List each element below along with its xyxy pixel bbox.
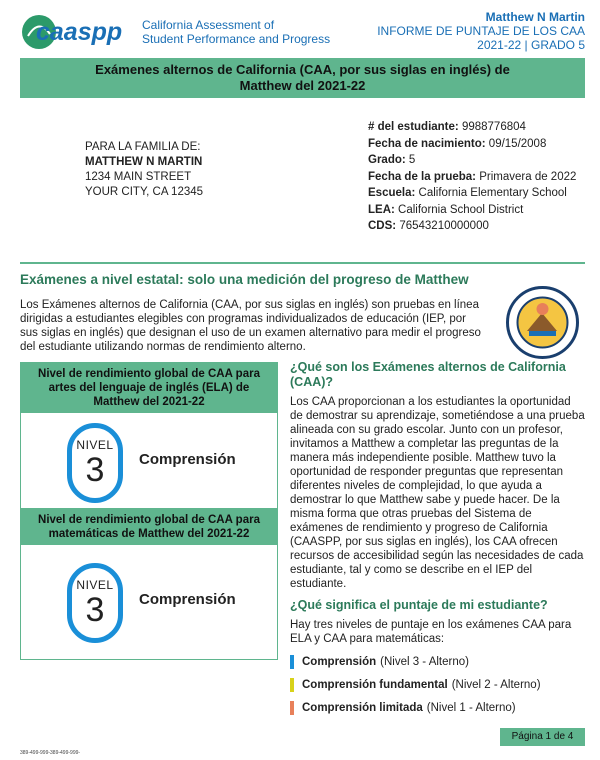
school-row: Escuela: California Elementary School (368, 187, 567, 199)
header-student-name: Matthew N Martin (485, 10, 585, 24)
faq-question-1: ¿Qué son los Exámenes alternos de California (CAA)? (290, 360, 566, 389)
family-street: 1234 MAIN STREET (85, 171, 192, 183)
organization-name: California Assessment of Student Performance and Progress (142, 18, 331, 46)
math-level-badge: NIVEL 3 (67, 563, 123, 643)
math-score-card (20, 508, 278, 660)
family-city: YOUR CITY, CA 12345 (85, 186, 204, 198)
faq-what-are-caa (290, 360, 585, 591)
page-indicator: Página 1 de 4 (500, 728, 585, 746)
level-2-color-bar (290, 678, 294, 692)
ela-card-heading: Nivel de rendimiento global de CAA para artes del lenguaje de inglés (ELA) de Matthew del 2021-22 (21, 363, 277, 413)
faq-what-score-means (290, 598, 585, 646)
math-card-heading: Nivel de rendimiento global de CAA para matemáticas de Matthew del 2021-22 (21, 509, 277, 545)
ela-level-badge: NIVEL 3 (67, 423, 123, 503)
dob-row: Fecha de nacimiento: 09/15/2008 (368, 137, 547, 150)
cds-row: CDS: 76543210000000 (368, 220, 489, 232)
level-1-row: Comprensión limitada (Nivel 1 - Alterno) (290, 700, 585, 716)
caaspp-logo (20, 12, 330, 52)
math-level-number: 3 (85, 591, 105, 629)
ela-level-number: 3 (85, 451, 105, 489)
faq-answer-1: Los CAA proporcionan a los estudiantes la oportunidad de demostrar su aprendizaje, sometiéndose a una prueba alineada con su grado escolar. Junto con un profesor, invitamos a Matthew a completar las preguntas de la manera más independiente posible. Matthew tuvo la oportunidad de responder preguntas que representan diferentes niveles de complejidad, lo que ayuda a demostrar lo que Matthew sabe y puede hacer. De la misma forma que otras pruebas del Sistema de exámenes de rendimiento y progreso de California (CAASPP, por sus siglas en inglés), los CAA ofrecen recursos de accesibilidad según las necesidades de cada estudiante, tal y como se describe en el IEP del estudiante. (290, 396, 585, 590)
ela-score-card (20, 362, 278, 514)
level-legend (290, 654, 585, 723)
level-3-color-bar (290, 655, 294, 669)
ela-level-label: Comprensión (139, 451, 236, 468)
faq-answer-2: Hay tres niveles de puntaje en los exámenes CAA para ELA y CAA para matemáticas: (290, 619, 572, 645)
report-header (20, 10, 585, 56)
test-date-row: Fecha de la prueba: Primavera de 2022 (368, 170, 577, 183)
family-name: MATTHEW N MARTIN (85, 156, 203, 168)
department-of-education-seal-icon (505, 285, 580, 360)
faq-question-2: ¿Qué significa el puntaje de mi estudiante? (290, 598, 548, 612)
report-title: Exámenes alternos de California (CAA, por sus siglas en inglés) de Matthew del 2021-22 (20, 58, 585, 98)
student-id-row: # del estudiante: 9988776804 (368, 121, 526, 133)
year-grade: 2021-22 | GRADO 5 (477, 38, 585, 52)
family-address (85, 140, 203, 200)
level-2-row: Comprensión fundamental (Nivel 2 - Alterno) (290, 677, 585, 693)
grade-row: Grado: 5 (368, 154, 416, 166)
report-meta (377, 10, 585, 52)
report-name: INFORME DE PUNTAJE DE LOS CAA (377, 24, 585, 38)
intro-paragraph: Los Exámenes alternos de California (CAA, por sus siglas en inglés) son pruebas en línea dirigidas a estudiantes elegibles con programas individualizados de educación (IEP, por sus siglas en inglés) que designan el uso de un examen alternativo para medir el progreso del estudiante utilizando normas de rendimiento alterno. (20, 299, 481, 353)
section-heading: Exámenes a nivel estatal: solo una medición del progreso de Matthew (20, 262, 585, 287)
lea-row: LEA: California School District (368, 203, 524, 216)
level-3-row: Comprensión (Nivel 3 - Alterno) (290, 654, 585, 670)
logo-wordmark: caaspp (36, 18, 123, 46)
family-label: PARA LA FAMILIA DE: (85, 141, 201, 153)
footer-code: 389-499-999-389-499-999- (20, 750, 81, 756)
level-1-color-bar (290, 701, 294, 715)
student-info (368, 120, 588, 236)
math-level-label: Comprensión (139, 591, 236, 608)
